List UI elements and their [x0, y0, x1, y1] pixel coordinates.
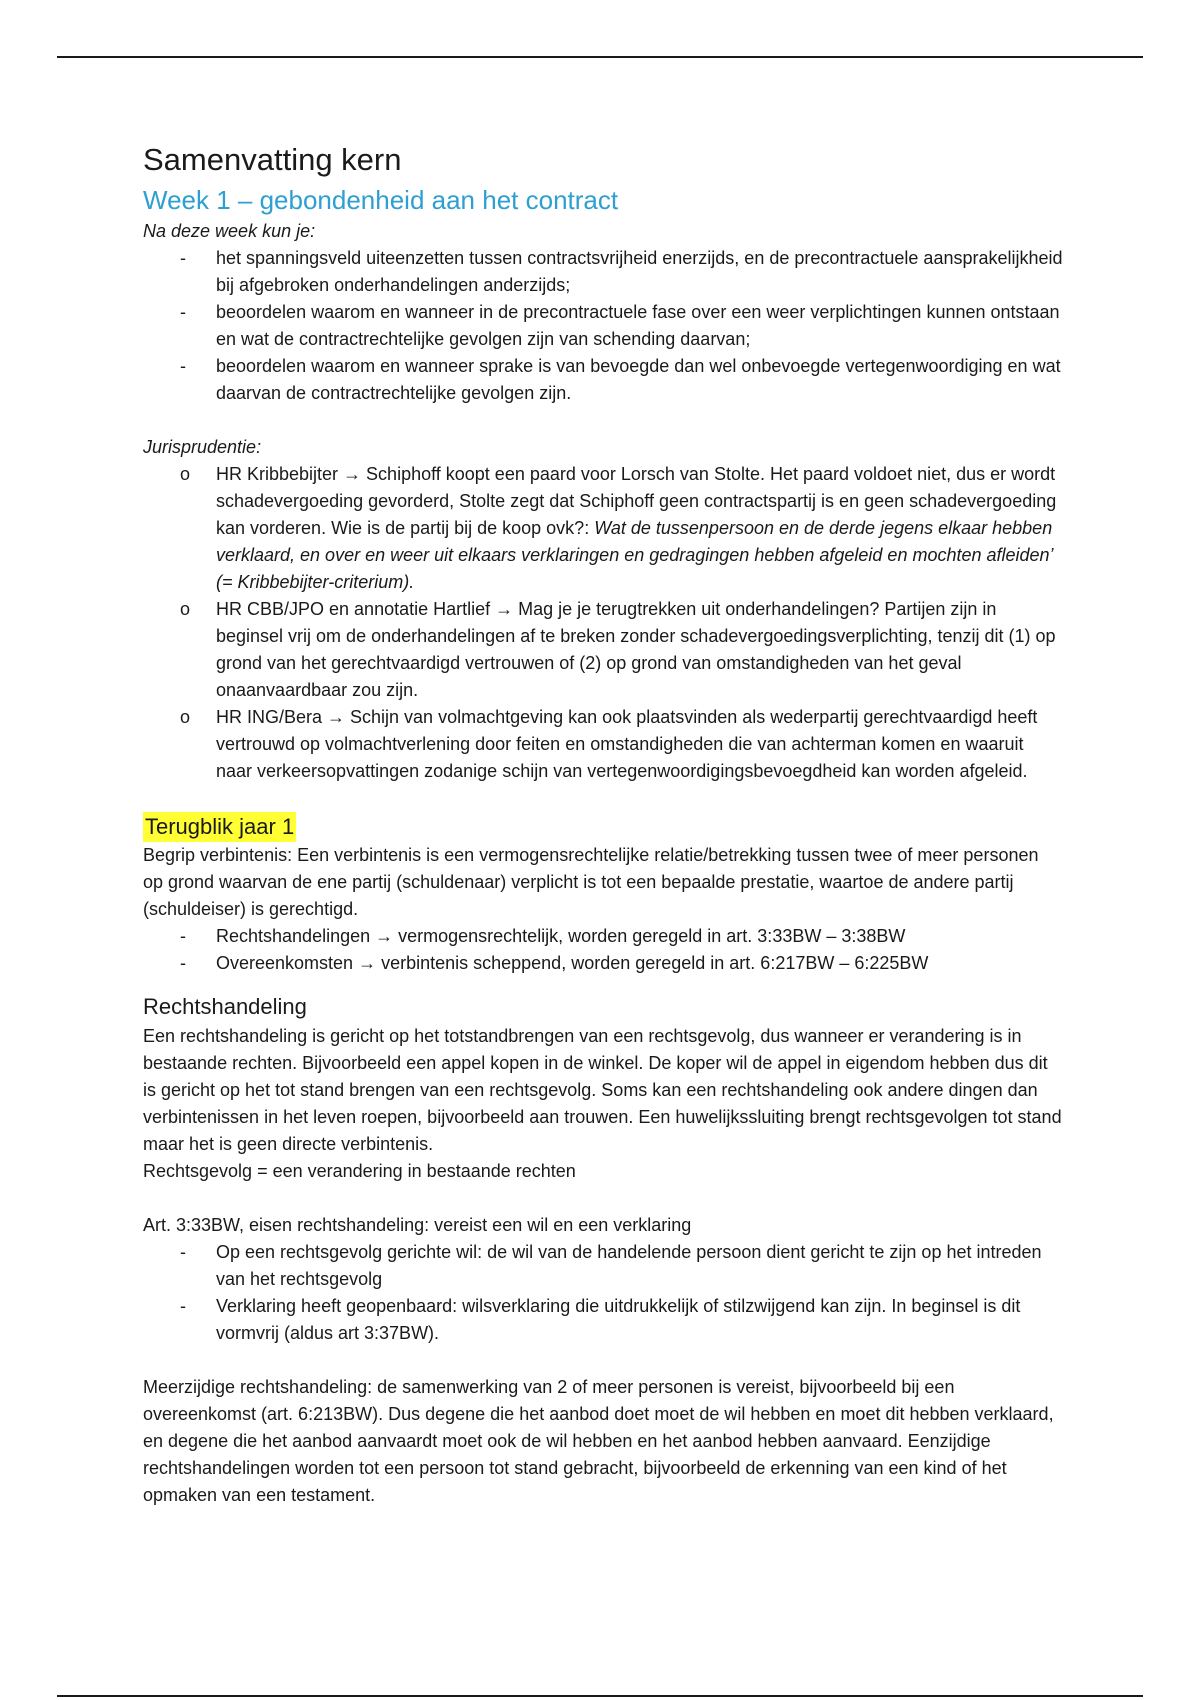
case-item-kribbebijter: o HR Kribbebijter → Schiphoff koopt een paard voor Lorsch van Stolte. Het paard voldoet niet, dus er wordt schadevergoeding gevorderd, Stolte zegt dat Schiphoff geen contractspartij is en geen schadevergoeding kan vorderen. Wie is de partij bij de koop ovk?: Wat de tussenpersoon en de derde jegens elkaar hebben verklaard, en over en weer uit elkaars verklaringen en gedragingen hebben afgeleid en mochten afleiden’ (= Kribbebijter-criterium).: [143, 461, 1063, 596]
case-item-cbb-jpo: o HR CBB/JPO en annotatie Hartlief → Mag je je terugtrekken uit onderhandelingen? Partijen zijn in beginsel vrij om de onderhandelingen af te breken zonder schadevergoedingsverplichting, tenzij dit (1) op grond van het gerechtvaardigd vertrouwen of (2) op grond van omstandigheden van het geval onaanvaardbaar zou zijn.: [143, 596, 1063, 704]
case-law-list: [143, 461, 1063, 785]
learning-goals-label: Na deze week kun je:: [143, 221, 316, 241]
requirements-intro: Art. 3:33BW, eisen rechtshandeling: vereist een wil en een verklaring: [143, 1215, 692, 1235]
dash-marker: -: [180, 1242, 186, 1262]
learning-goals-list: [143, 245, 1063, 407]
list-item: - Rechtshandelingen → vermogensrechtelijk, worden geregeld in art. 3:33BW – 3:38BW: [143, 923, 1063, 950]
case-item-ing-bera: o HR ING/Bera → Schijn van volmachtgeving kan ook plaatsvinden als wederpartij gerechtvaardigd heeft vertrouwd op volmachtverlening door feiten en omstandigheden die van achterman komen en waaruit naar verkeersopvattingen zodanige schijn van vertegenwoordigingsbevoegdheid kan worden afgeleid.: [143, 704, 1063, 785]
requirements-list: [143, 1239, 1063, 1347]
legal-act-heading: Rechtshandeling: [143, 994, 307, 1019]
footer-rule: [57, 1695, 1143, 1697]
case-law-label: Jurisprudentie:: [143, 437, 262, 457]
header-rule: [57, 56, 1143, 58]
circle-marker: o: [180, 707, 191, 727]
dash-marker: -: [180, 953, 186, 973]
legal-consequence-definition: Rechtsgevolg = een verandering in bestaande rechten: [143, 1161, 576, 1181]
document-body: [143, 140, 1063, 1509]
list-item: - beoordelen waarom en wanneer sprake is van bevoegde dan wel onbevoegde vertegenwoordiging en wat daarvan de contractrechtelijke gevolgen zijn.: [143, 353, 1063, 407]
review-text: Begrip verbintenis: Een verbintenis is een vermogensrechtelijke relatie/betrekking tussen twee of meer personen op grond waarvan de ene partij (schuldenaar) verplicht is tot een bepaalde prestatie, waartoe de andere partij (schuldeiser) is gerechtigd.: [143, 845, 1039, 919]
dash-marker: -: [180, 926, 186, 946]
list-item: - beoordelen waarom en wanneer in de precontractuele fase over een weer verplichtingen kunnen ontstaan en wat de contractrechtelijke gevolgen zijn van schending daarvan;: [143, 299, 1063, 353]
dash-marker: -: [180, 1296, 186, 1316]
legal-act-paragraph: Een rechtshandeling is gericht op het totstandbrengen van een rechtsgevolg, dus wanneer er verandering is in bestaande rechten. Bijvoorbeeld een appel kopen in de winkel. De koper wil de appel in eigendom hebben dus dit is gericht op het tot stand brengen van een rechtsgevolg. Soms kan een rechtshandeling ook andere dingen dan verbintenissen in het leven roepen, bijvoorbeeld aan trouwen. Een huwelijkssluiting brengt rechtsgevolgen tot stand maar het is geen directe verbintenis.: [143, 1026, 1062, 1154]
list-item: - Op een rechtsgevolg gerichte wil: de wil van de handelende persoon dient gericht te zijn op het intreden van het rechtsgevolg: [143, 1239, 1063, 1293]
dash-marker: -: [180, 302, 186, 322]
document-title: Samenvatting kern: [143, 142, 402, 177]
multilateral-act-paragraph: Meerzijdige rechtshandeling: de samenwerking van 2 of meer personen is vereist, bijvoorbeeld bij een overeenkomst (art. 6:213BW). Dus degene die het aanbod doet moet de wil hebben en moet dit hebben verklaard, en degene die het aanbod aanvaardt moet ook de wil hebben en het aanbod hebben aanvaard. Eenzijdige rechtshandelingen worden tot een persoon tot stand gebracht, bijvoorbeeld de erkenning van een kind of het opmaken van een testament.: [143, 1377, 1054, 1505]
review-list: [143, 923, 1063, 977]
dash-marker: -: [180, 356, 186, 376]
circle-marker: o: [180, 464, 191, 484]
list-item: - Verklaring heeft geopenbaard: wilsverklaring die uitdrukkelijk of stilzwijgend kan zijn. In beginsel is dit vormvrij (aldus art 3:37BW).: [143, 1293, 1063, 1347]
dash-marker: -: [180, 248, 186, 268]
list-item: - Overeenkomsten → verbintenis scheppend, worden geregeld in art. 6:217BW – 6:225BW: [143, 950, 1063, 977]
week-heading: Week 1 – gebondenheid aan het contract: [143, 185, 619, 215]
circle-marker: o: [180, 599, 191, 619]
review-heading: Terugblik jaar 1: [143, 812, 296, 842]
list-item: - het spanningsveld uiteenzetten tussen contractsvrijheid enerzijds, en de precontractuele aansprakelijkheid bij afgebroken onderhandelingen anderzijds;: [143, 245, 1063, 299]
